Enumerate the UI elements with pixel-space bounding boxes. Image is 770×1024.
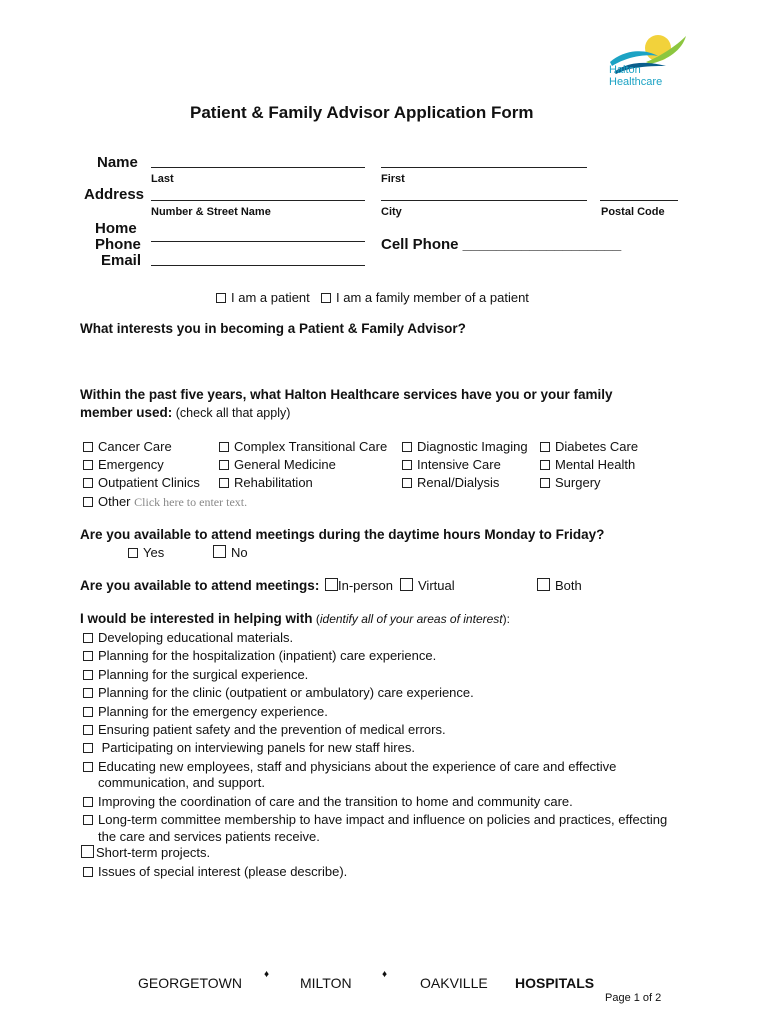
help-label: Planning for the emergency experience. [98,704,328,719]
help-label: Planning for the clinic (outpatient or ambulatory) care experience. [98,685,474,700]
checkbox[interactable] [83,651,93,661]
help-coordination[interactable] [83,794,573,809]
service-label: General Medicine [234,457,336,472]
street-field[interactable] [151,200,365,201]
first-label: First [381,173,405,185]
help-developing-materials[interactable] [83,630,293,645]
meeting-mode-question: Are you available to attend meetings: [80,578,320,593]
meeting-in-person-label: In-person [338,578,393,593]
footer-diamond-1: ♦ [264,969,270,980]
page-number: Page 1 of 2 [605,992,662,1004]
help-educating-staff[interactable] [83,759,616,774]
service-renal-dialysis[interactable] [402,475,499,490]
checkbox[interactable] [213,545,226,558]
help-short-term[interactable] [81,845,210,860]
service-rehabilitation[interactable] [219,475,313,490]
service-label: Complex Transitional Care [234,439,388,454]
services-question-bold: member used: [80,405,173,420]
service-intensive-care[interactable] [402,457,501,472]
checkbox[interactable] [402,460,412,470]
role-patient[interactable] [216,290,310,305]
service-label: Cancer Care [98,439,172,454]
help-label: Short-term projects. [96,845,211,860]
daytime-no[interactable] [213,545,248,560]
role-family-label: I am a family member of a patient [336,290,529,305]
daytime-no-label: No [231,545,248,560]
footer-hospitals: HOSPITALS [515,975,595,991]
help-patient-safety[interactable] [83,722,446,737]
service-label: Intensive Care [417,457,501,472]
first-name-field[interactable] [381,167,587,168]
checkbox[interactable] [219,442,229,452]
service-label: Surgery [555,475,601,490]
other-text-input[interactable]: Click here to enter text. [134,495,248,509]
service-label: Rehabilitation [234,475,313,490]
role-patient-label: I am a patient [231,290,310,305]
help-interview-panels[interactable] [83,740,415,755]
help-educating-staff-cont: communication, and support. [98,775,265,790]
services-question-rest: (check all that apply) [172,406,291,420]
service-surgery[interactable] [540,475,601,490]
help-surgical[interactable] [83,667,308,682]
service-label: Diabetes Care [555,439,639,454]
service-complex-transitional-care[interactable] [219,439,387,454]
footer-milton: MILTON [300,975,352,991]
help-label: Improving the coordination of care and the transition to home and community care. [98,794,573,809]
checkbox[interactable] [83,497,93,507]
service-diagnostic-imaging[interactable] [402,439,528,454]
checkbox[interactable] [402,442,412,452]
checkbox[interactable] [321,293,331,303]
form-title: Patient & Family Advisor Application Form [190,103,534,122]
helping-intro-bold: I would be interested in helping with [80,611,313,626]
footer-georgetown: GEORGETOWN [138,975,242,991]
services-question-line1: Within the past five years, what Halton Healthcare services have you or your family [80,387,613,402]
service-cancer-care[interactable] [83,439,172,454]
checkbox[interactable] [537,578,550,591]
checkbox[interactable] [83,867,93,877]
service-label: Outpatient Clinics [98,475,200,490]
help-label: Planning for the hospitalization (inpatient) care experience. [98,648,437,663]
checkbox[interactable] [400,578,413,591]
last-name-field[interactable] [151,167,365,168]
service-other[interactable] [83,494,247,510]
help-hospitalization[interactable] [83,648,436,663]
helping-intro-italic: identify all of your areas of interest [319,612,503,626]
checkbox[interactable] [81,845,94,858]
checkbox[interactable] [83,707,93,717]
help-long-term-cont: the care and services patients receive. [98,829,320,844]
service-label: Diagnostic Imaging [417,439,528,454]
postal-code-field[interactable] [600,200,678,201]
help-emergency[interactable] [83,704,328,719]
checkbox[interactable] [83,478,93,488]
daytime-yes[interactable] [128,545,164,560]
address-label: Address [84,186,145,203]
city-label: City [381,206,402,218]
email-label: Email [101,252,142,269]
last-label: Last [151,173,174,185]
checkbox[interactable] [540,478,550,488]
service-emergency[interactable] [83,457,164,472]
service-label: Emergency [98,457,164,472]
interest-question: What interests you in becoming a Patient & Family Advisor? [80,321,466,336]
email-field[interactable] [151,265,365,266]
help-long-term[interactable] [83,812,667,827]
meeting-both-label: Both [555,578,582,593]
meeting-both[interactable] [537,578,582,593]
help-label: Ensuring patient safety and the prevention of medical errors. [98,722,446,737]
checkbox[interactable] [402,478,412,488]
home-label: Home [95,220,137,237]
help-clinic[interactable] [83,685,474,700]
helping-intro [80,611,510,626]
service-label: Mental Health [555,457,636,472]
home-phone-field[interactable] [151,241,365,242]
checkbox[interactable] [540,442,550,452]
service-outpatient-clinics[interactable] [83,475,200,490]
checkbox[interactable] [540,460,550,470]
meeting-virtual-label: Virtual [418,578,455,593]
checkbox[interactable] [83,797,93,807]
checkbox[interactable] [83,815,93,825]
postal-code-label: Postal Code [601,206,665,218]
help-label: Issues of special interest (please describe). [98,864,348,879]
help-label: Developing educational materials. [98,630,294,645]
checkbox[interactable] [219,460,229,470]
meeting-in-person[interactable] [325,578,393,593]
logo-text-healthcare: Healthcare [609,76,663,88]
checkbox[interactable] [128,548,138,558]
checkbox[interactable] [83,743,93,753]
city-field[interactable] [381,200,587,201]
help-label: Long-term committee membership to have impact and influence on policies and practices, effecting [98,812,668,827]
cell-phone-label[interactable]: Cell Phone ___________________ [381,236,622,253]
halton-healthcare-logo [606,32,690,92]
helping-intro-open: ( [312,612,320,626]
help-label: Educating new employees, staff and physicians about the experience of care and effective [98,759,617,774]
help-label: Participating on interviewing panels for new staff hires. [98,740,415,755]
checkbox[interactable] [83,725,93,735]
footer-diamond-2: ♦ [382,969,388,980]
services-question-line2 [80,405,290,420]
checkbox[interactable] [83,762,93,772]
checkbox[interactable] [83,442,93,452]
daytime-question: Are you available to attend meetings during the daytime hours Monday to Friday? [80,527,605,542]
daytime-yes-label: Yes [143,545,165,560]
name-label: Name [97,154,138,171]
service-label: Renal/Dialysis [417,475,500,490]
role-family[interactable] [321,290,529,305]
checkbox[interactable] [216,293,226,303]
service-diabetes-care[interactable] [540,439,638,454]
street-label: Number & Street Name [151,206,271,218]
help-label: Planning for the surgical experience. [98,667,309,682]
helping-intro-close: ): [502,612,510,626]
service-label: Other [98,494,131,509]
service-general-medicine[interactable] [219,457,336,472]
help-special-interest[interactable] [83,864,347,879]
footer-oakville: OAKVILLE [420,975,488,991]
checkbox[interactable] [325,578,338,591]
logo-text-halton: Halton [609,64,641,76]
meeting-virtual[interactable] [400,578,455,593]
checkbox[interactable] [83,460,93,470]
checkbox[interactable] [83,633,93,643]
checkbox[interactable] [83,688,93,698]
checkbox[interactable] [83,670,93,680]
service-mental-health[interactable] [540,457,635,472]
checkbox[interactable] [219,478,229,488]
phone-label: Phone [95,236,141,253]
